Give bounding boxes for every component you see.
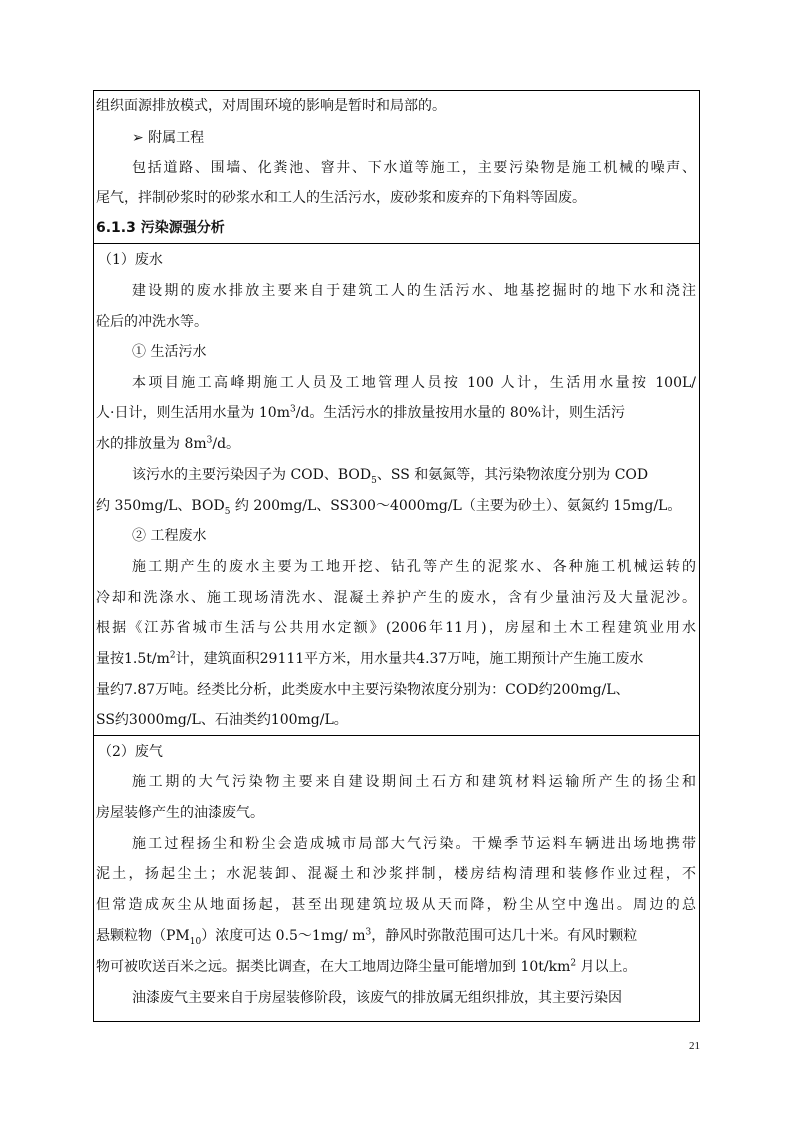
text-line: 水的排放量为 $8m^3/d$。 [96, 435, 241, 452]
text-line: 建设期的废水排放主要来自于建筑工人的生活污水、地基挖掘时的地下水和浇注 [132, 283, 696, 299]
text-line: SS约3000mg/L、石油类约100mg/L。 [96, 712, 348, 728]
text-line: 包括道路、围墙、化粪池、窨井、下水道等施工，主要污染物是施工机械的噪声、 [132, 160, 696, 176]
numbered-heading: ① 生活污水 [132, 344, 207, 360]
divider [94, 243, 699, 244]
section-heading: 6.1.3 污染源强分析 [96, 220, 225, 236]
text-line: 施工期产生的废水主要为工地开挖、钻孔等产生的泥浆水、各种施工机械运转的 [132, 559, 696, 575]
text-line: 根据《江苏省城市生活与公共用水定额》(2006年11月)，房屋和土木工程建筑业用水 [96, 620, 696, 636]
page-number: 21 [689, 1040, 700, 1052]
text-line: 本项目施工高峰期施工人员及工地管理人员按 100 人计，生活用水量按 100L/ [132, 375, 696, 391]
text-line: 冷却和洗涤水、施工现场清洗水、混凝土养护产生的废水，含有少量油污及大量泥沙。 [96, 590, 696, 606]
list-bullet-ancillary: ➢ 附属工程 [132, 130, 205, 146]
text-line: 量按$1.5t/m^2$计，建筑面积29111平方米，用水量共4.37万吨，施工期预计产生施工废水 [96, 650, 644, 667]
text-line: 砼后的冲洗水等。 [96, 314, 208, 330]
divider [94, 735, 699, 736]
text-line: 施工过程扬尘和粉尘会造成城市局部大气污染。干燥季节运料车辆进出场地携带 [132, 836, 696, 852]
text-line: 房屋装修产生的油漆废气。 [96, 805, 264, 821]
text-line: 量约7.87万吨。经类比分析，此类废水中主要污染物浓度分别为：COD约200mg/L、 [96, 682, 630, 698]
text-line: 悬颗粒物$(PM_{10})$浓度可达 0.5～1mg/ $m^3$，静风时弥散范围可达几十米。有风时颗粒 [96, 927, 638, 947]
text-line: 物可被吹送百米之远。据类比调查，在大工地周边降尘量可能增加到 $10t/km^2$ 月以上。 [96, 958, 637, 975]
text-line: 尾气，拌制砂浆时的砂浆水和工人的生活污水，废砂浆和废弃的下角料等固废。 [96, 190, 586, 206]
text-line: 人·日计，则生活用水量为 $10m^3/d$。生活污水的排放量按用水量的 80%计，则生活污 [96, 404, 625, 421]
text-line: 油漆废气主要来自于房屋装修阶段，该废气的排放属无组织排放，其主要污染因 [132, 990, 622, 1006]
text-line: 该污水的主要污染因子为 COD、$BOD_5$、SS 和氨氮等，其污染物浓度分别为 COD [132, 467, 649, 486]
text-line: 组织面源排放模式，对周围环境的影响是暂时和局部的。 [96, 98, 446, 114]
subsection-heading: （2）废气 [98, 744, 163, 760]
text-line: 施工期的大气污染物主要来自建设期间土石方和建筑材料运输所产生的扬尘和 [132, 774, 696, 790]
text-line: 约 350mg/L、$BOD_5$ 约 200mg/L、SS300～4000mg/L（主要为砂土）、氨氮约 15mg/L。 [96, 498, 682, 517]
text-line: 泥土，扬起尘土；水泥装卸、混凝土和沙浆拌制，楼房结构清理和装修作业过程，不 [96, 866, 696, 882]
numbered-heading: ② 工程废水 [132, 528, 207, 544]
text-line: 但常造成灰尘从地面扬起，甚至出现建筑垃圾从天而降，粉尘从空中逸出。周边的总 [96, 897, 696, 913]
subsection-heading: （1）废水 [98, 252, 163, 268]
